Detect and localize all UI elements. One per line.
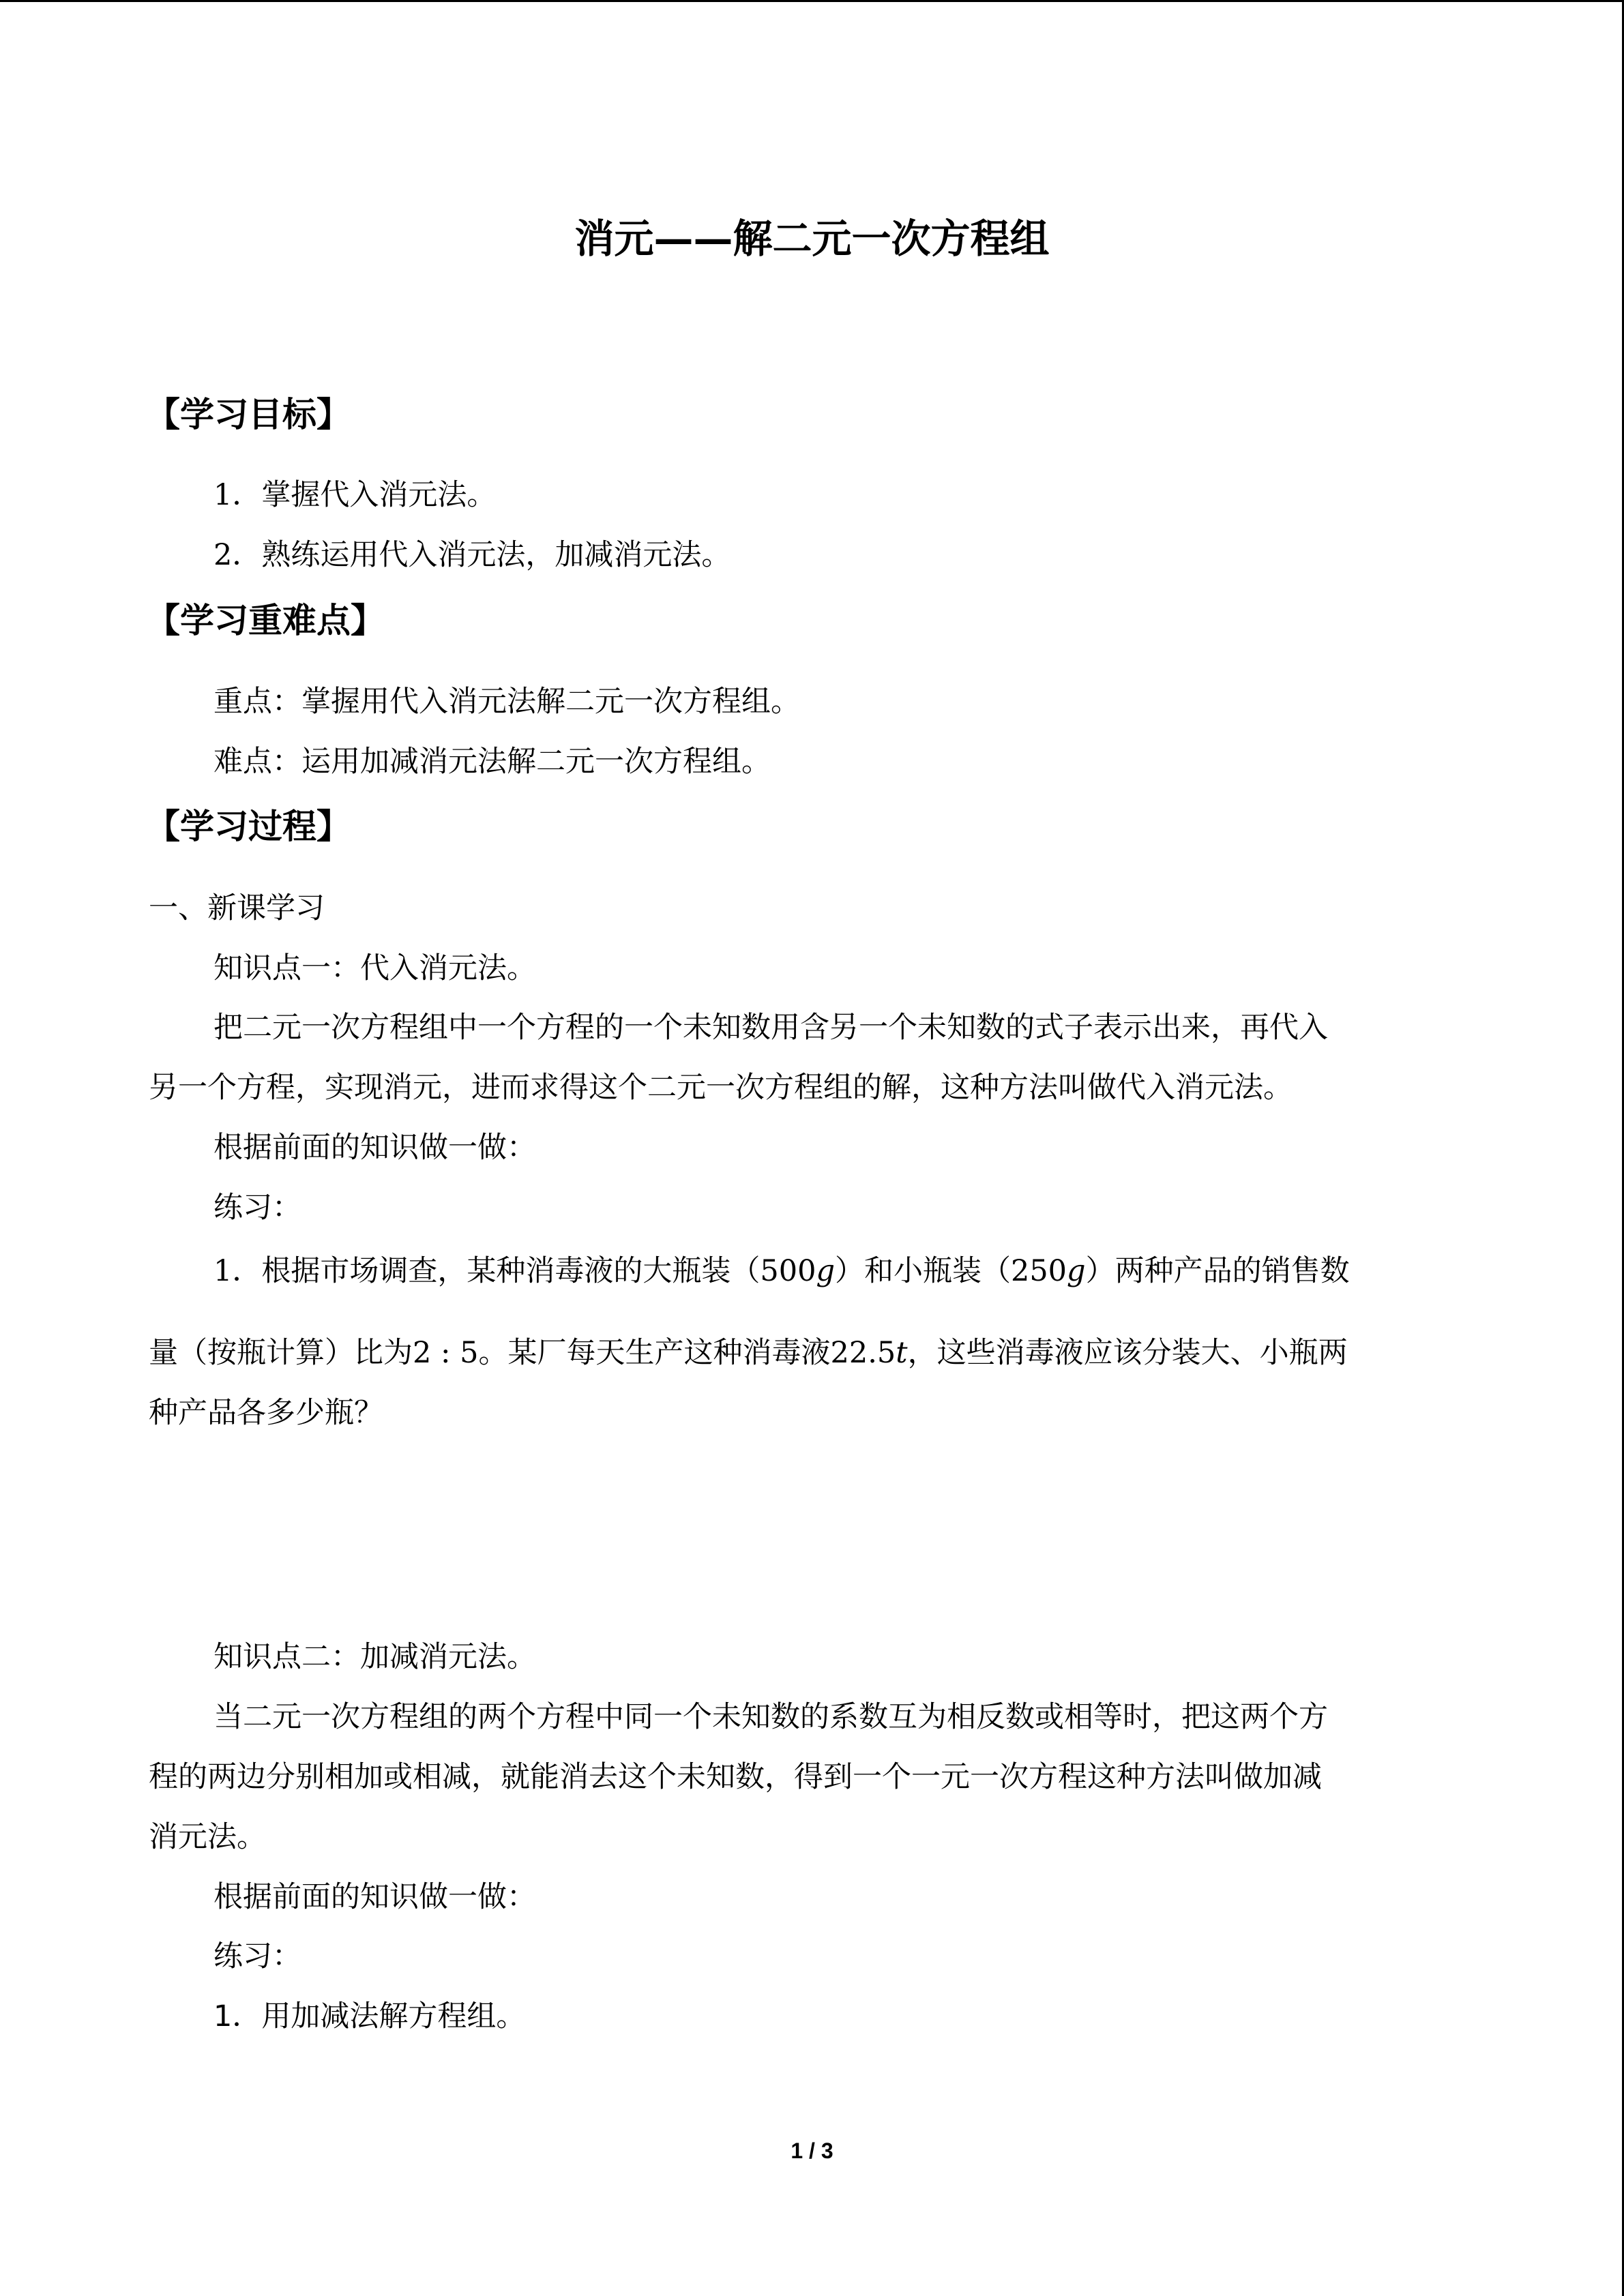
objective-number: 2． — [213, 538, 262, 572]
question-text: ）和小瓶装（ — [834, 1254, 1011, 1288]
difficult-point-item: 难点：运用加减消元法解二元一次方程组。 — [213, 745, 771, 779]
objective-text: 掌握代入消元法。 — [261, 478, 497, 512]
objective-number: 1． — [213, 478, 262, 512]
knowledge-point-one-title: 知识点一：代入消元法。 — [213, 951, 536, 985]
section-heading-key-points: 【学习重难点】 — [146, 601, 385, 640]
exercise-question-1-cont: 种产品各多少瓶？ — [149, 1396, 383, 1430]
knowledge-point-two-desc-line: 消元法。 — [149, 1820, 266, 1854]
question-number: 1． — [213, 1254, 262, 1288]
exercise-question-1-cont — [149, 1332, 1348, 1373]
page-title: 消元——解二元一次方程组 — [574, 215, 1050, 262]
part-one-title: 一、新课学习 — [149, 891, 325, 925]
exercise-label: 练习： — [213, 1191, 301, 1225]
exercise-question-2: 1．用加减法解方程组。 — [213, 1999, 526, 2033]
practice-prompt: 根据前面的知识做一做： — [213, 1131, 536, 1165]
small-bottle-weight: 250 — [1010, 1254, 1067, 1288]
knowledge-point-one-desc-line: 把二元一次方程组中一个方程的一个未知数用含另一个未知数的式子表示出来，再代入 — [213, 1011, 1328, 1045]
question-text: ，这些消毒液应该分装大、小瓶两 — [907, 1336, 1348, 1370]
unit-g: g — [816, 1254, 835, 1288]
question-text: ）两种产品的销售数 — [1085, 1254, 1350, 1288]
objective-item-1 — [213, 475, 496, 516]
question-text: 根据市场调查，某种消毒液的大瓶装（ — [261, 1254, 761, 1288]
objective-item-2 — [213, 535, 730, 576]
section-heading-process: 【学习过程】 — [146, 807, 351, 846]
unit-t: t — [896, 1336, 908, 1370]
daily-production: 22.5 — [830, 1336, 896, 1370]
knowledge-point-two-desc-line: 程的两边分别相加或相减，就能消去这个未知数，得到一个一元一次方程这种方法叫做加减 — [149, 1760, 1322, 1794]
objective-text: 熟练运用代入消元法，加减消元法。 — [261, 538, 731, 572]
page-border-top — [0, 0, 1624, 2]
question-text: 。某厂每天生产这种消毒液 — [478, 1336, 831, 1370]
knowledge-point-two-title: 知识点二：加减消元法。 — [213, 1640, 536, 1674]
question-text: 量（按瓶计算）比为 — [149, 1336, 413, 1370]
knowledge-point-one-desc-line: 另一个方程，实现消元，进而求得这个二元一次方程组的解，这种方法叫做代入消元法。 — [149, 1071, 1293, 1105]
knowledge-point-two-desc-line: 当二元一次方程组的两个方程中同一个未知数的系数互为相反数或相等时，把这两个方 — [213, 1700, 1328, 1734]
key-point-item: 重点：掌握用代入消元法解二元一次方程组。 — [213, 685, 800, 719]
exercise-question-1 — [213, 1251, 1350, 1292]
unit-g: g — [1067, 1254, 1086, 1288]
big-bottle-weight: 500 — [760, 1254, 816, 1288]
sales-ratio: 2 : 5 — [413, 1336, 479, 1370]
practice-prompt: 根据前面的知识做一做： — [213, 1880, 536, 1914]
section-heading-objectives: 【学习目标】 — [146, 395, 351, 434]
exercise-label: 练习： — [213, 1939, 301, 1973]
page-indicator: 1 / 3 — [791, 2138, 833, 2163]
